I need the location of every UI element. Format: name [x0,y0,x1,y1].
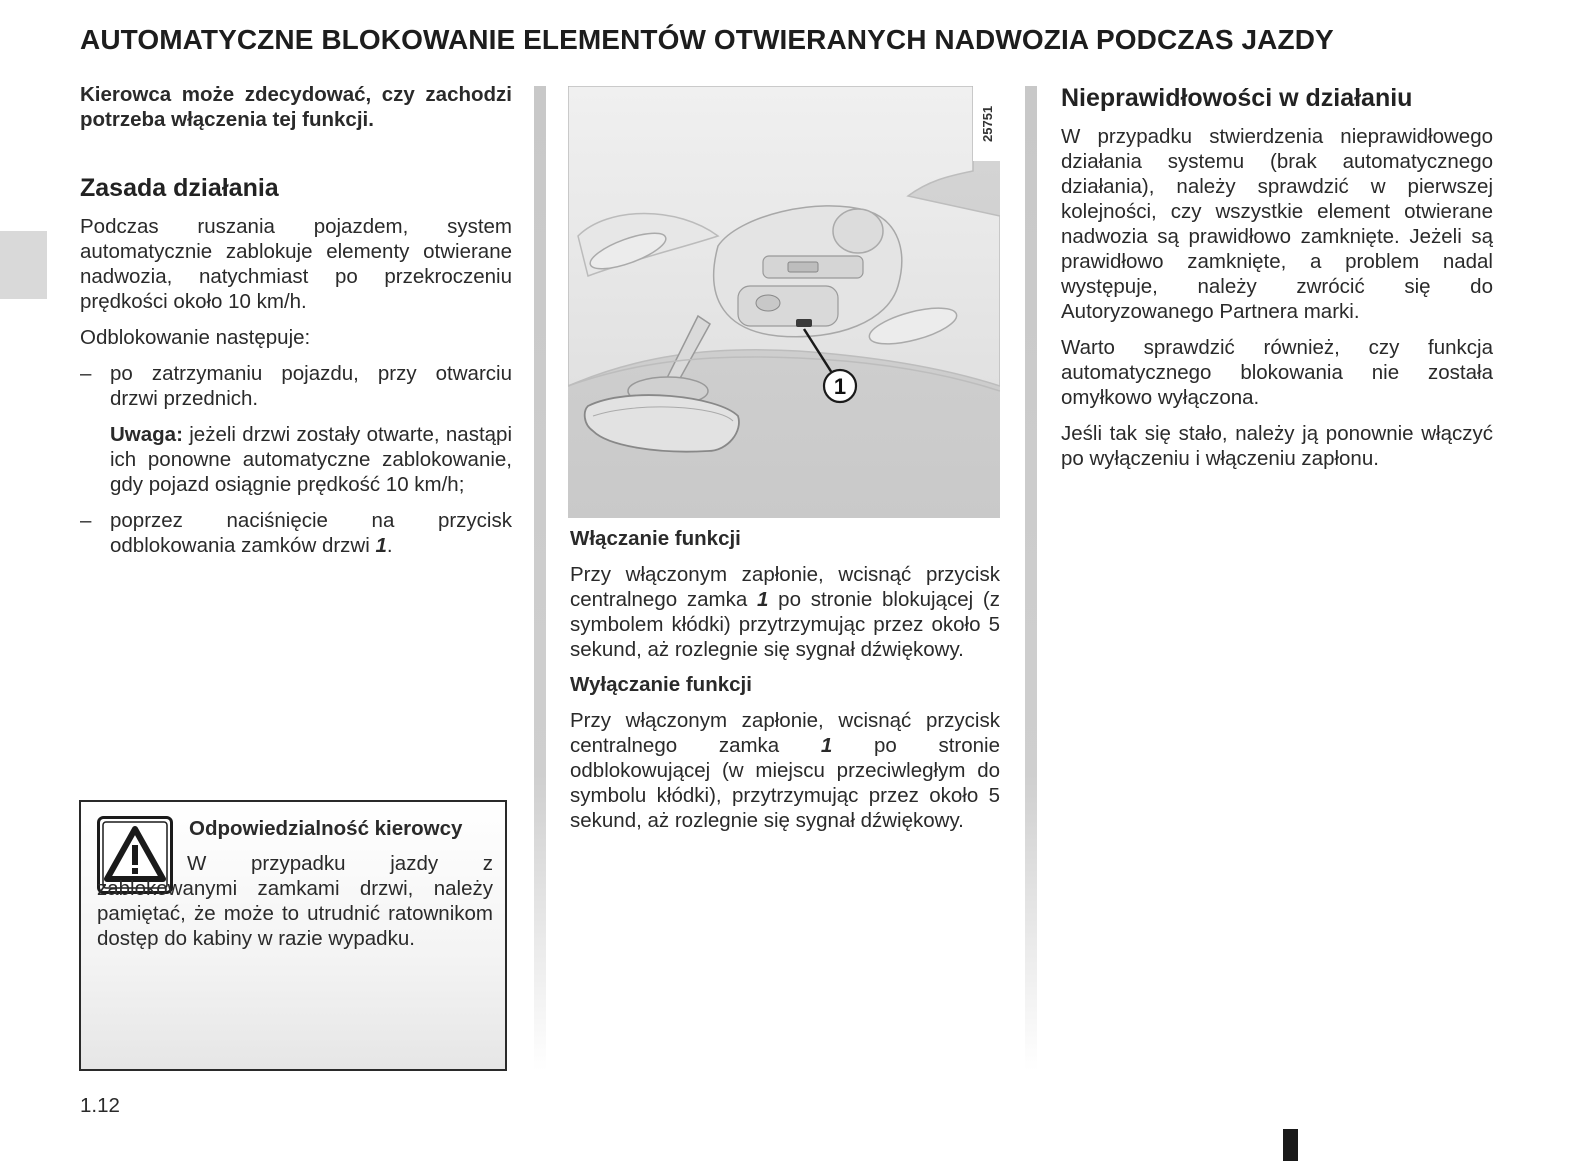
list-item [80,508,512,558]
list-dash: – [80,362,92,385]
reenable-paragraph: Jeśli tak się stało, należy ją ponownie włączyć po wyłączeniu i włączeniu zapłonu. [1061,422,1493,470]
list-item-end: . [386,534,393,557]
note [80,422,512,497]
reference-number: 1 [375,534,387,557]
ceiling-console-illustration [568,86,1000,518]
disable-paragraph [570,708,1000,833]
reference-number: 1 [757,588,769,611]
page-title: AUTOMATYCZNE BLOKOWANIE ELEMENTÓW OTWIERANYCH NADWOZIA PODCZAS JAZDY [80,24,1334,55]
warning-title: Odpowiedzialność kierowcy [189,817,463,840]
enable-paragraph [570,562,1000,662]
enable-text-a: Przy włączonym zapłonie, wcisnąć przycisk centralnego zamka [570,563,1000,611]
unlock-intro: Odblokowanie następuje: [80,326,311,349]
heading-enable-function: Włączanie funkcji [570,527,741,550]
list-item [80,361,512,411]
column-separator [1025,86,1037,1071]
warning-body [97,851,493,951]
warning-text-content: W przypadku jazdy z zablokowanymi zamkami drzwi, należy pamiętać, że może to utrudnić ratownikom dostęp do kabiny w razie wypadku. [97,852,493,950]
disable-text-a: Przy włączonym zapłonie, wcisnąć przycisk centralnego zamka [570,709,1000,757]
malfunction-paragraph: W przypadku stwierdzenia nieprawidłowego działania systemu (brak automatycznego działania), należy sprawdzić w pierwszej kolejności, czy wszystkie element otwierane nadwozia są prawidłowo zamknięte. Jeżeli są prawidłowo zamknięte, a problem nadal występuje, należy zwrócić się do Autoryzowanego Partnera marki. [1061,125,1493,323]
list-dash: – [80,509,92,532]
list-item-text: poprzez naciśnięcie na przycisk odblokowania zamków drzwi [110,509,512,557]
section-heading-malfunctions: Nieprawidłowości w działaniu [1061,84,1413,112]
warning-text [97,851,493,951]
heading-disable-function: Wyłączanie funkcji [570,673,752,696]
page-number: 1.12 [80,1094,120,1117]
page-edge-marker [1283,1129,1298,1161]
disable-text-b: po stronie odblokowującej (w miejscu przeciwległym do symbolu kłódki), przytrzymując przez około 5 sekund, aż rozlegnie się sygnał dźwiękowy. [570,734,1000,832]
intro-text: Kierowca może zdecydować, czy zachodzi potrzeba włączenia tej funkcji. [80,83,512,131]
right-column [1061,82,1493,471]
note-text: jeżeli drzwi zostały otwarte, nastąpi ich ponowne automatyczne zablokowanie, gdy pojazd osiągnie prędkość 10 km/h; [110,423,512,496]
section-tab [0,231,47,299]
enable-text-b: po stronie blokującej (z symbolem kłódki) przytrzymując przez około 5 sekund, aż rozlegnie się sygnał dźwiękowy. [570,588,1000,661]
principle-paragraph: Podczas ruszania pojazdem, system automatycznie zablokuje elementy otwierane nadwozia, natychmiast po przekroczeniu prędkości około 10 km/h. [80,215,512,313]
callout-number: 1 [833,374,847,399]
column-separator [534,86,546,1071]
reference-number: 1 [820,734,833,757]
note-label: Uwaga: [110,423,183,446]
warning-box [79,800,507,1071]
figure-reference-number: 25751 [980,105,995,142]
middle-column [570,527,1000,833]
section-heading-principle: Zasada działania [80,174,279,202]
left-column [80,82,512,558]
check-paragraph: Warto sprawdzić również, czy funkcja automatycznego blokowania nie została omyłkowo wyłączona. [1061,336,1493,409]
list-item-text: po zatrzymaniu pojazdu, przy otwarciu drzwi przednich. [110,362,512,410]
